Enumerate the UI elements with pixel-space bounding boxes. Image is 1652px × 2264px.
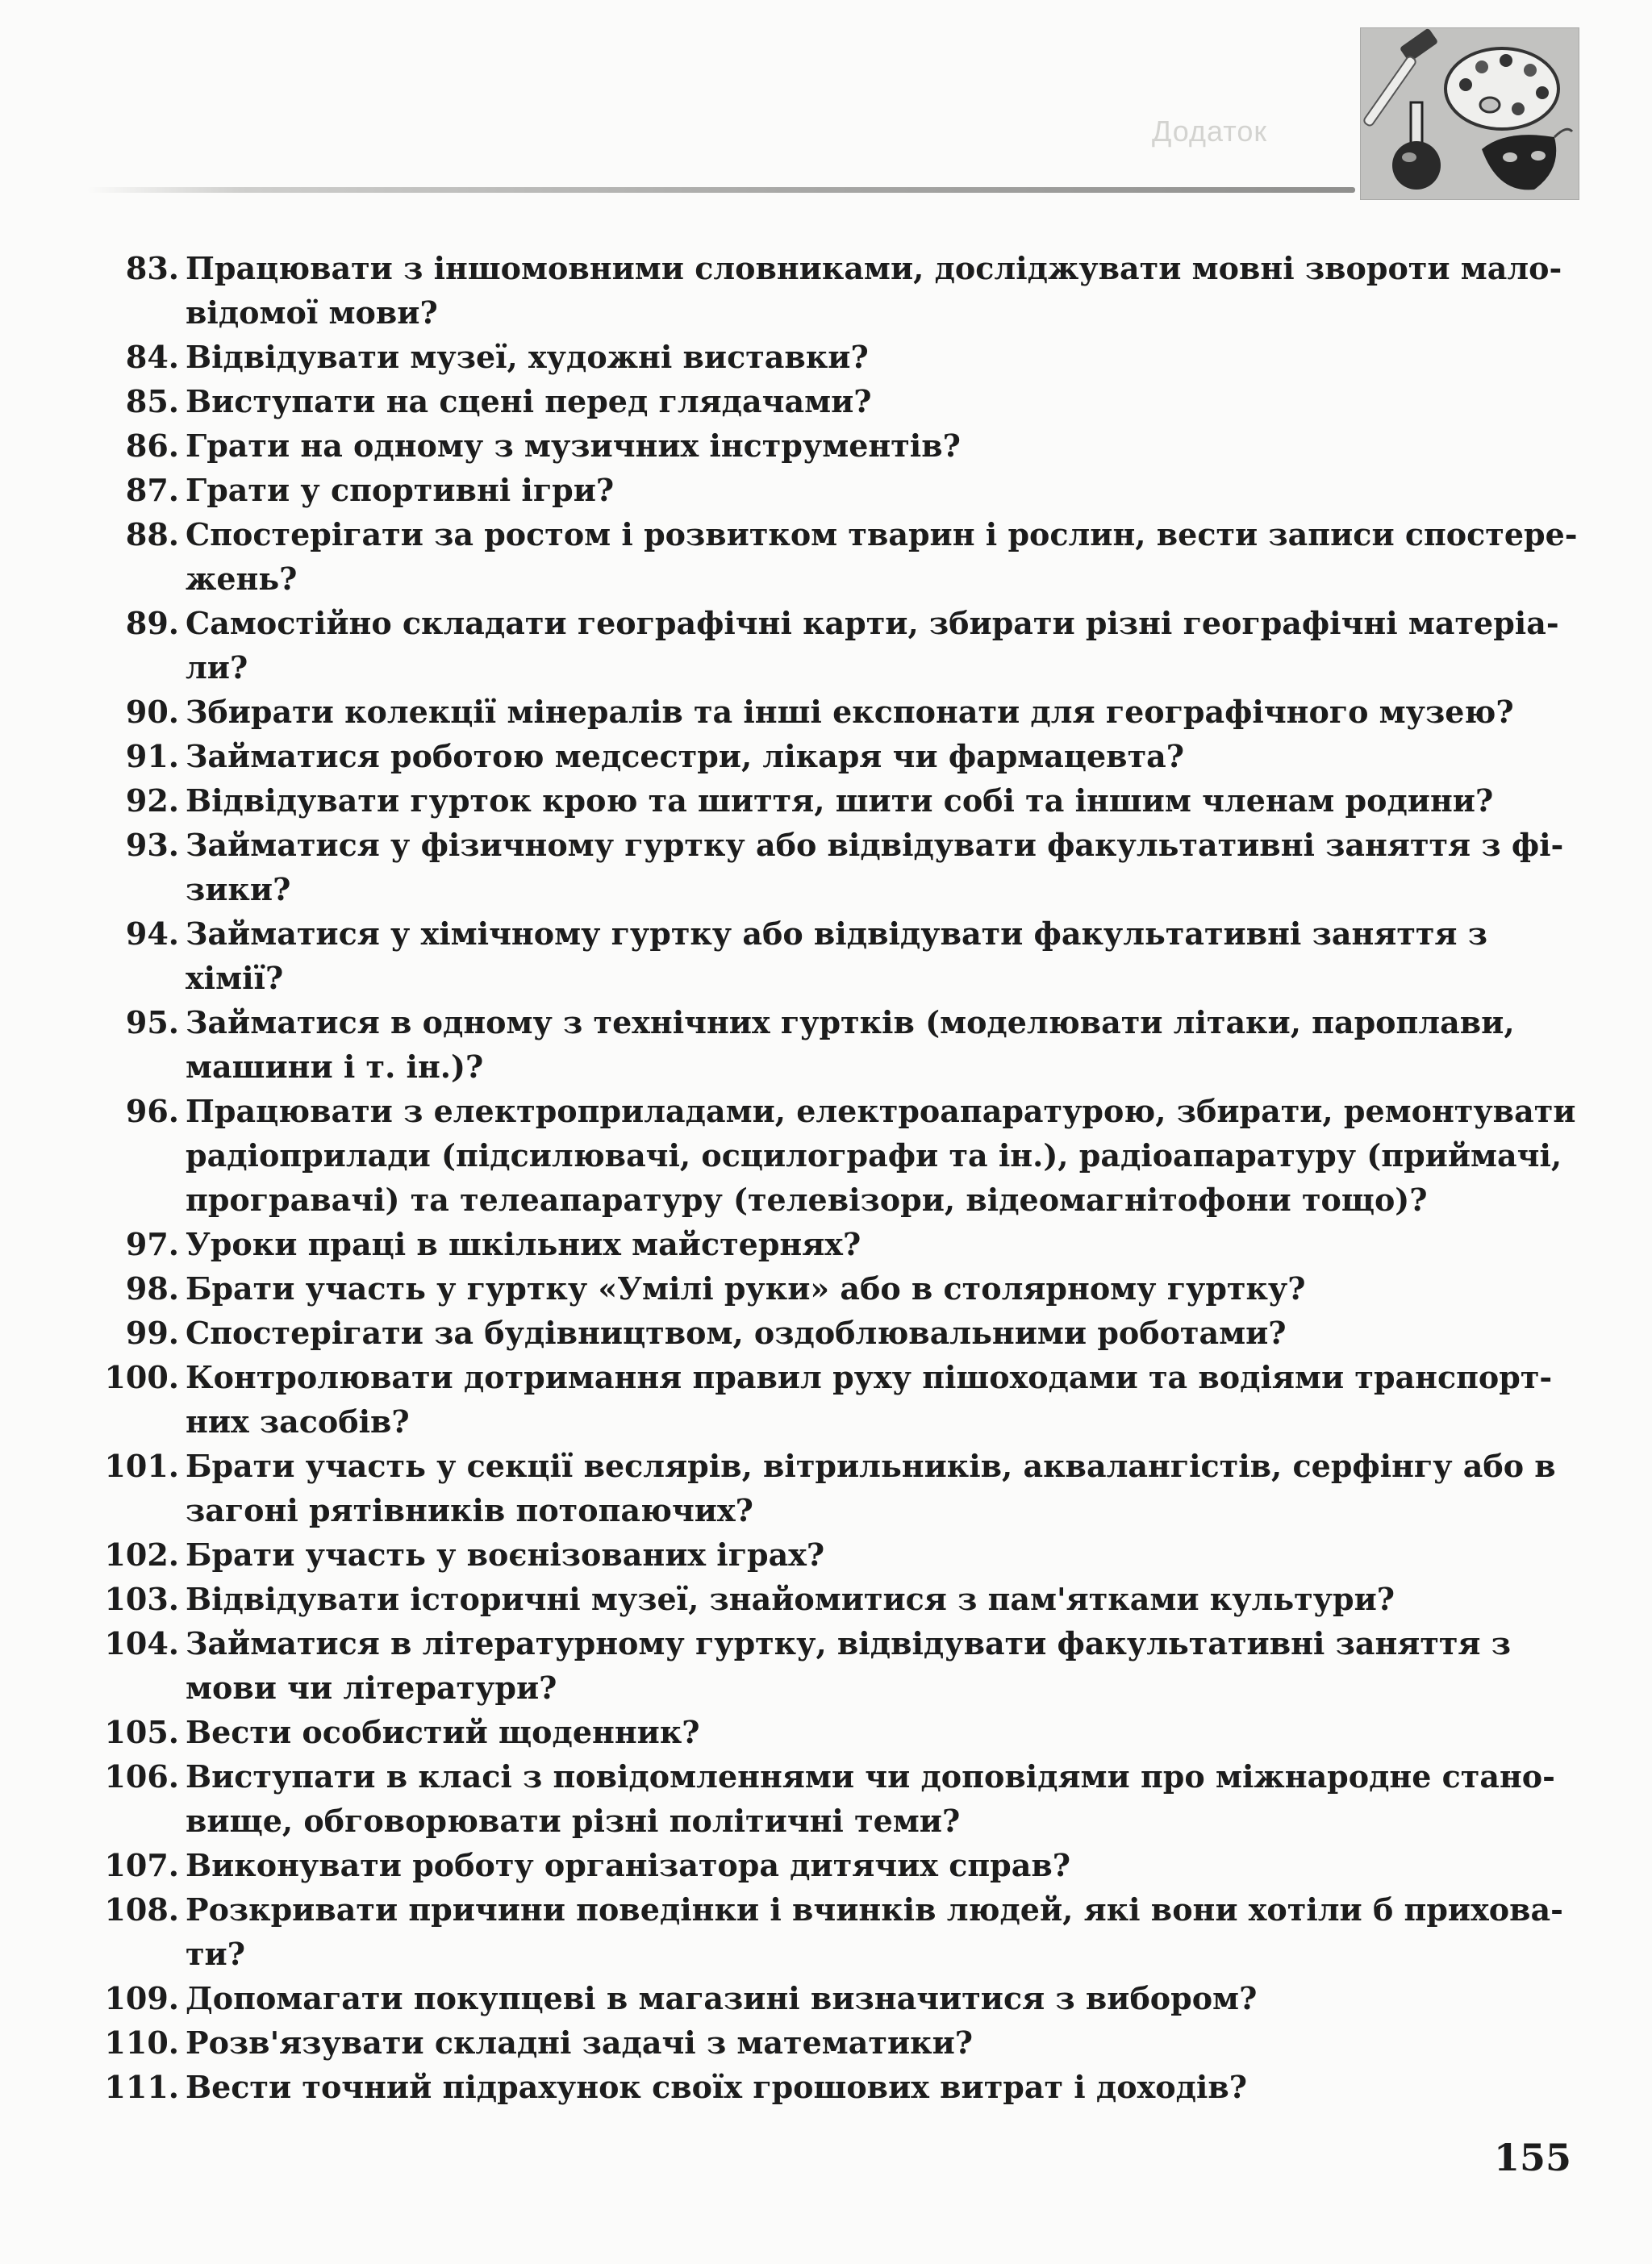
question-text-line: Самостійно складати географічні карти, збирати різні географічні матеріа- — [186, 605, 1559, 641]
question-text — [186, 734, 1585, 778]
question-item — [73, 1577, 1585, 1621]
question-text — [186, 423, 1585, 468]
question-item — [73, 1710, 1585, 1754]
question-number: 84. — [125, 339, 179, 375]
question-text-line: загоні рятівників потопаючих? — [186, 1492, 753, 1528]
section-label: Додаток — [1152, 115, 1268, 148]
question-number: 89. — [125, 605, 179, 641]
question-item — [73, 1843, 1585, 1887]
question-text-line: жень? — [186, 561, 298, 597]
page-number: 155 — [1494, 2136, 1572, 2179]
question-item — [73, 823, 1585, 911]
question-number: 88. — [125, 516, 179, 552]
question-text — [186, 246, 1585, 335]
question-number: 102. — [104, 1536, 179, 1573]
question-number: 101. — [104, 1448, 179, 1484]
palette-icon — [1446, 48, 1558, 129]
question-text-line: Вести точний підрахунок своїх грошових витрат і доходів? — [186, 2069, 1248, 2105]
question-text-line: Брати участь у воєнізованих іграх? — [186, 1536, 825, 1573]
question-number: 105. — [104, 1714, 179, 1750]
question-item — [73, 2020, 1585, 2065]
question-item — [73, 1621, 1585, 1710]
question-item — [73, 246, 1585, 335]
question-text-line: Брати участь у секції веслярів, вітрильників, аквалангістів, серфінгу або в — [186, 1448, 1556, 1484]
question-text — [186, 1532, 1585, 1577]
question-number: 103. — [104, 1581, 179, 1617]
question-text-line: Уроки праці в шкільних майстернях? — [186, 1226, 861, 1262]
question-number: 100. — [104, 1359, 179, 1395]
question-item — [73, 512, 1585, 601]
question-item — [73, 1754, 1585, 1843]
question-text-line: Виступати на сцені перед глядачами? — [186, 383, 872, 419]
question-text-line: хімії? — [186, 960, 284, 996]
question-text — [186, 1887, 1585, 1976]
question-text-line: зики? — [186, 871, 291, 907]
question-text-line: ти? — [186, 1936, 245, 1972]
question-text — [186, 1266, 1585, 1311]
question-text-line: Займатися у хімічному гуртку або відвідувати факультативні заняття з — [186, 915, 1487, 952]
question-item — [73, 1355, 1585, 1444]
question-text-line: Працювати з іншомовними словниками, досліджувати мовні звороти мало- — [186, 250, 1562, 286]
question-number: 98. — [125, 1270, 179, 1307]
question-number: 96. — [125, 1093, 179, 1129]
question-number: 110. — [104, 2024, 179, 2061]
question-list — [73, 246, 1585, 2109]
question-item — [73, 1089, 1585, 1222]
question-item — [73, 911, 1585, 1000]
question-item — [73, 2065, 1585, 2109]
question-number: 87. — [125, 472, 179, 508]
question-item — [73, 778, 1585, 823]
question-text-line: Допомагати покупцеві в магазині визначитися з вибором? — [186, 1980, 1258, 2016]
question-text — [186, 911, 1585, 1000]
question-text-line: Виконувати роботу організатора дитячих справ? — [186, 1847, 1071, 1883]
question-text-line: Займатися роботою медсестри, лікаря чи фармацевта? — [186, 738, 1185, 774]
question-text — [186, 1355, 1585, 1444]
question-text — [186, 1754, 1585, 1843]
question-text — [186, 1976, 1585, 2020]
question-number: 93. — [125, 827, 179, 863]
question-text — [186, 1710, 1585, 1754]
question-text — [186, 2020, 1585, 2065]
question-item — [73, 1887, 1585, 1976]
question-text — [186, 1577, 1585, 1621]
question-number: 107. — [104, 1847, 179, 1883]
question-number: 97. — [125, 1226, 179, 1262]
question-text — [186, 379, 1585, 423]
question-number: 86. — [125, 427, 179, 464]
question-item — [73, 379, 1585, 423]
question-item — [73, 468, 1585, 512]
question-item — [73, 1311, 1585, 1355]
question-item — [73, 1976, 1585, 2020]
question-text-line: Відвідувати гурток крою та шиття, шити собі та іншим членам родини? — [186, 782, 1494, 819]
question-text — [186, 823, 1585, 911]
question-text — [186, 1089, 1585, 1222]
question-item — [73, 1532, 1585, 1577]
question-text — [186, 1311, 1585, 1355]
question-text-line: Грати на одному з музичних інструментів? — [186, 427, 961, 464]
question-text-line: машини і т. ін.)? — [186, 1049, 484, 1085]
question-text — [186, 1000, 1585, 1089]
question-text-line: Займатися в літературному гуртку, відвідувати факультативні заняття з — [186, 1625, 1511, 1662]
question-text-line: Відвідувати історичні музеї, знайомитися з пам'ятками культури? — [186, 1581, 1395, 1617]
question-text-line: мови чи літератури? — [186, 1670, 557, 1706]
question-text — [186, 1444, 1585, 1532]
question-item — [73, 1266, 1585, 1311]
question-text — [186, 468, 1585, 512]
question-text — [186, 778, 1585, 823]
question-text-line: Брати участь у гуртку «Умілі руки» або в столярному гуртку? — [186, 1270, 1306, 1307]
question-text-line: них засобів? — [186, 1403, 410, 1440]
question-item — [73, 734, 1585, 778]
question-number: 108. — [104, 1891, 179, 1928]
question-text — [186, 1621, 1585, 1710]
question-number: 94. — [125, 915, 179, 952]
question-item — [73, 335, 1585, 379]
question-number: 99. — [125, 1315, 179, 1351]
question-text-line: Контролювати дотримання правил руху пішоходами та водіями транспорт- — [186, 1359, 1553, 1395]
question-text — [186, 512, 1585, 601]
hammer-palette-flask-mask-icon — [1360, 27, 1579, 200]
question-number: 90. — [125, 694, 179, 730]
question-item — [73, 1222, 1585, 1266]
question-number: 111. — [104, 2069, 179, 2105]
question-item — [73, 601, 1585, 690]
question-text-line: Вести особистий щоденник? — [186, 1714, 700, 1750]
question-number: 104. — [104, 1625, 179, 1662]
question-number: 109. — [104, 1980, 179, 2016]
question-text — [186, 1843, 1585, 1887]
question-text-line: Збирати колекції мінералів та інші експонати для географічного музею? — [186, 694, 1514, 730]
question-text — [186, 1222, 1585, 1266]
question-text-line: Виступати в класі з повідомленнями чи доповідями про міжнародне стано- — [186, 1758, 1555, 1795]
question-text-line: Розкривати причини поведінки і вчинків людей, які вони хотіли б прихова- — [186, 1891, 1563, 1928]
page-header — [0, 0, 1652, 198]
question-text-line: Спостерігати за ростом і розвитком тварин і рослин, вести записи спостере- — [186, 516, 1578, 552]
question-item — [73, 1000, 1585, 1089]
question-number: 85. — [125, 383, 179, 419]
question-number: 106. — [104, 1758, 179, 1795]
question-text-line: Займатися у фізичному гуртку або відвідувати факультативні заняття з фі- — [186, 827, 1564, 863]
question-text-line: Грати у спортивні ігри? — [186, 472, 615, 508]
question-text-line: Займатися в одному з технічних гуртків (моделювати літаки, пароплави, — [186, 1004, 1515, 1040]
question-text-line: відомої мови? — [186, 294, 438, 331]
question-text — [186, 690, 1585, 734]
question-text-line: Розв'язувати складні задачі з математики? — [186, 2024, 974, 2061]
question-text — [186, 601, 1585, 690]
question-item — [73, 423, 1585, 468]
question-item — [73, 1444, 1585, 1532]
question-text-line: ли? — [186, 649, 248, 686]
header-divider — [87, 187, 1355, 193]
question-item — [73, 690, 1585, 734]
question-text-line: Працювати з електроприладами, електроапаратурою, збирати, ремонтувати — [186, 1093, 1576, 1129]
question-text-line: радіоприлади (підсилювачі, осцилографи та ін.), радіоапаратуру (приймачі, — [186, 1137, 1562, 1174]
question-text — [186, 2065, 1585, 2109]
question-text-line: вище, обговорювати різні політичні теми? — [186, 1803, 961, 1839]
question-text-line: Спостерігати за будівництвом, оздоблювальними роботами? — [186, 1315, 1287, 1351]
question-text-line: Відвідувати музеї, художні виставки? — [186, 339, 869, 375]
question-number: 92. — [125, 782, 179, 819]
question-number: 83. — [125, 250, 179, 286]
question-text-line: програвачі) та телеапаратуру (телевізори, відеомагнітофони тощо)? — [186, 1182, 1428, 1218]
question-text — [186, 335, 1585, 379]
question-number: 91. — [125, 738, 179, 774]
question-number: 95. — [125, 1004, 179, 1040]
